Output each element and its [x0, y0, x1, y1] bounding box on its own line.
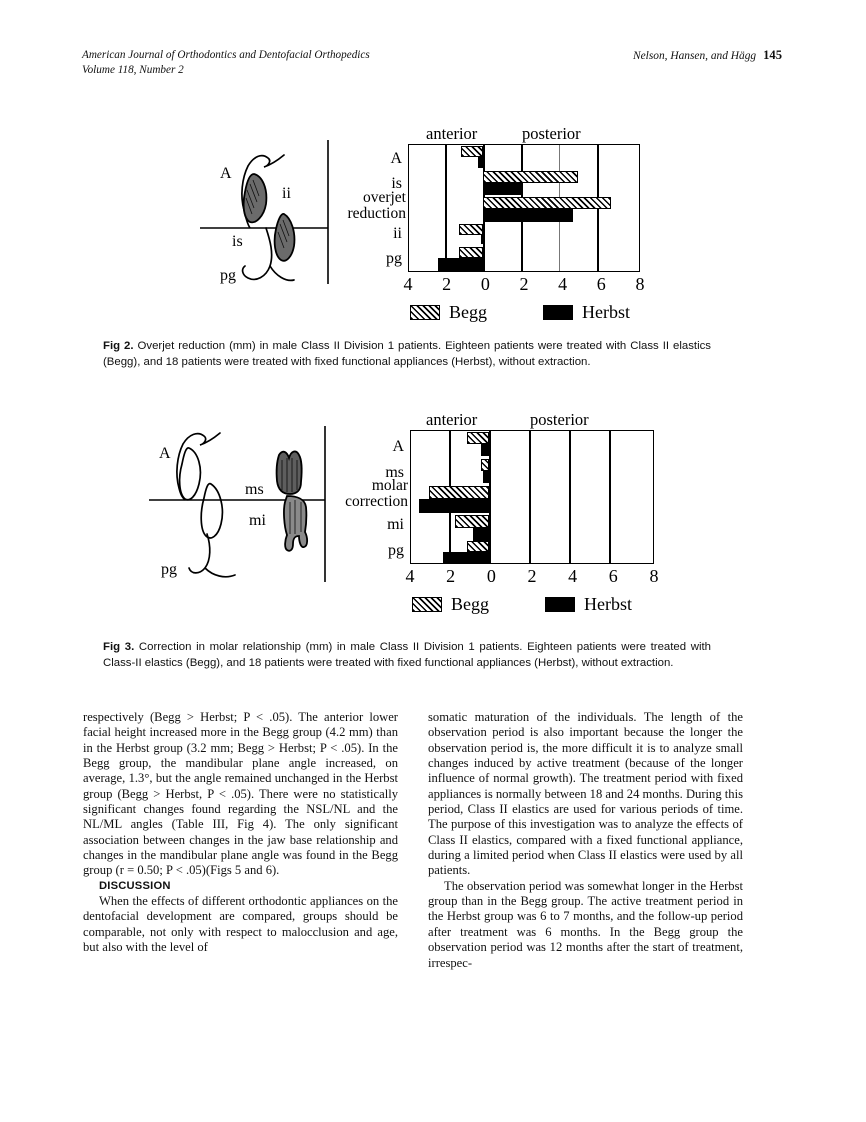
- fig3-legend: [412, 594, 632, 615]
- fig2-bar-herbst-on: [483, 209, 572, 222]
- fig2-bar-begg-pg: [459, 247, 484, 258]
- fig2-xtick-0: 0: [480, 274, 490, 294]
- label-A: A: [159, 445, 171, 462]
- label-ms: ms: [245, 481, 264, 498]
- fig3-bar-begg-mi: [455, 515, 489, 528]
- fig2-bar-herbst-pg: [438, 258, 484, 271]
- label-pg: pg: [220, 267, 236, 284]
- fig2-plot-area: [408, 144, 640, 272]
- fig3-xtick-4l: 4: [405, 566, 415, 586]
- fig3-legend-label-herbst: Herbst: [584, 594, 632, 614]
- fig3-bar-herbst-pg: [443, 552, 489, 564]
- fig2-legend-label-herbst: Herbst: [582, 302, 630, 322]
- fig2-top-label-posterior: posterior: [522, 124, 581, 143]
- left-paragraph-1: respectively (Begg > Herbst; P < .05). The anterior lower facial height increased more in the Begg group (4.2 mm) than in the Herbst group (3.2 mm; Begg > Herbst; P < .05). In the Begg group, the mandibular plane angle increased, on average, 1.3°, but the angle remained unchanged in the Herbst group (Begg > Herbst, P < .05). There were no statistically significant changes found regarding the NSL/NL and the NL/ML angles (Table III, Fig 4). The only significant association between changes in the jaw base relationship and changes in the mandibular plane angle was found in the Begg group (r = 0.50; P < .05)(Figs 5 and 6).: [83, 710, 398, 878]
- label-pg: pg: [161, 561, 177, 578]
- fig2-chart: [330, 122, 660, 322]
- fig3-plot-area: [410, 430, 654, 564]
- lower-molar: [284, 496, 307, 551]
- fig2-caption-label: Fig 2.: [103, 340, 134, 352]
- fig3-anatomical-diagram: [145, 422, 340, 587]
- fig3-ylabel-ms: ms: [385, 464, 404, 481]
- fig3-bar-begg-ms: [481, 459, 489, 471]
- fig3-chart: [330, 408, 675, 614]
- fig2-xtick-2r: 2: [519, 274, 529, 294]
- fig2-ylabel-is: is: [391, 175, 402, 192]
- label-ii: ii: [282, 185, 291, 202]
- fig3-caption: [103, 640, 711, 671]
- fig3-ylabel-mi: mi: [387, 516, 404, 533]
- fig3-caption-label: Fig 3.: [103, 641, 135, 653]
- left-column: [83, 710, 398, 956]
- fig3-xtick-0: 0: [486, 566, 496, 586]
- page-number: 145: [763, 48, 782, 62]
- fig3-bar-herbst-mi: [473, 528, 489, 541]
- fig3-legend-label-begg: Begg: [451, 594, 489, 614]
- fig3-legend-swatch-herbst: [545, 597, 575, 612]
- label-A: A: [220, 165, 232, 182]
- fig3-gridline-0: [489, 431, 491, 563]
- fig2-bar-herbst-A: [478, 157, 484, 168]
- fig2-bar-begg-on: [483, 197, 610, 209]
- fig2-top-label-anterior: anterior: [426, 124, 478, 143]
- fig3-gridline-4: [569, 431, 571, 563]
- authors-and-page: [633, 48, 782, 63]
- fig2-legend-swatch-herbst: [543, 305, 573, 320]
- fig3-xtick-8r: 8: [649, 566, 659, 586]
- fig2-side-caption: overjet reduction: [347, 189, 406, 222]
- discussion-heading: DISCUSSION: [99, 879, 171, 892]
- fig2-xtick-2l: 2: [442, 274, 452, 294]
- fig2-x-axis-labels: [399, 274, 649, 294]
- fig2-profile-svg: [196, 136, 341, 286]
- right-paragraph-1: somatic maturation of the individuals. The length of the observation period is also important because the longer the observation period is, the more difficult it is to analyze small changes induced by active treatment (because of the longer influence of normal growth). The treatment period with fixed appliances is normally between 18 and 24 months. During this period, Class II elastics are used for various periods of time. The purpose of this investigation was to analyze the effects of Class II elastics, compared with a fixed functional appliance, during a limited period when Class II elastics were used by all patients.: [428, 710, 743, 878]
- fig2-caption: [103, 339, 711, 370]
- fig3-bar-herbst-correction: [419, 499, 489, 513]
- journal-name: American Journal of Orthodontics and Dentofacial Orthopedics: [82, 49, 370, 61]
- fig2-xtick-4l: 4: [403, 274, 413, 294]
- fig2-bar-herbst-is: [483, 183, 523, 195]
- fig2-ylabel-ii: ii: [393, 225, 402, 242]
- fig2-bar-begg-ii: [459, 224, 484, 235]
- fig3-gridline-6: [609, 431, 611, 563]
- fig3-gridline-2: [529, 431, 531, 563]
- left-paragraph-2: When the effects of different orthodontic appliances on the dentofacial development are compared, groups should be comparable, not only with respect to malocclusion and age, but also with the level of: [83, 894, 398, 955]
- fig2-bar-begg-is: [483, 171, 578, 183]
- fig2-caption-text: Overjet reduction (mm) in male Class II Division 1 patients. Eighteen patients were treated with Class II elastics (Begg), and 18 patients were treated with fixed functional appliances (Herbst), without extraction.: [103, 340, 711, 368]
- fig2-legend: [410, 302, 630, 323]
- fig3-xtick-6r: 6: [608, 566, 618, 586]
- fig2-gridline--2: [445, 145, 447, 271]
- fig2-ylabel-pg: pg: [386, 250, 402, 267]
- label-is: is: [232, 233, 243, 250]
- fig2-legend-swatch-begg: [410, 305, 440, 320]
- fig3-bar-begg-correction: [429, 486, 489, 499]
- fig3-top-label-posterior: posterior: [530, 410, 589, 429]
- fig3-ylabel-A: A: [392, 438, 404, 455]
- fig3-xtick-2r: 2: [527, 566, 537, 586]
- fig2-xtick-8r: 8: [635, 274, 645, 294]
- fig3-xtick-2l: 2: [446, 566, 456, 586]
- fig2-bar-begg-A: [461, 146, 484, 157]
- fig3-legend-swatch-begg: [412, 597, 442, 612]
- fig3-bar-herbst-ms: [483, 471, 489, 483]
- fig3-x-axis-labels: [401, 566, 663, 586]
- fig2-xtick-4r: 4: [558, 274, 568, 294]
- journal-title-block: [82, 48, 370, 77]
- fig3-side-caption: molar correction: [345, 477, 408, 510]
- fig3-xtick-4r: 4: [568, 566, 578, 586]
- fig3-bar-herbst-A: [481, 444, 489, 456]
- fig3-bar-begg-pg: [467, 541, 489, 552]
- fig2-legend-label-begg: Begg: [449, 302, 487, 322]
- running-head: [82, 48, 782, 82]
- fig3-profile-svg: [145, 422, 340, 587]
- fig3-bar-begg-A: [467, 432, 489, 444]
- right-column: [428, 710, 743, 971]
- label-mi: mi: [249, 512, 266, 529]
- lower-incisor: [275, 214, 295, 261]
- fig2-bar-herbst-ii: [481, 235, 483, 244]
- author-list: Nelson, Hansen, and Hägg: [633, 50, 757, 62]
- upper-molar: [277, 451, 302, 494]
- upper-incisor: [244, 174, 267, 222]
- fig3-ylabel-pg: pg: [388, 542, 404, 559]
- fig3-top-label-anterior: anterior: [426, 410, 478, 429]
- fig2-xtick-6r: 6: [596, 274, 606, 294]
- fig2-ylabel-A: A: [390, 150, 402, 167]
- fig2-anatomical-diagram: [196, 136, 341, 286]
- right-paragraph-2: The observation period was somewhat longer in the Herbst group than in the Begg group. The active treatment period in the Herbst group was 6 to 7 months, and the follow-up period after treatment was 6 months. In the Begg group the observation period was 12 months after the start of treatment, irrespec-: [428, 878, 743, 970]
- fig3-caption-text: Correction in molar relationship (mm) in male Class II Division 1 patients. Eighteen patients were treated with Class-II elastics (Begg), and 18 patients were treated with fixed functional appliances (Herbst), without extraction.: [103, 641, 712, 669]
- journal-volume: Volume 118, Number 2: [82, 63, 184, 76]
